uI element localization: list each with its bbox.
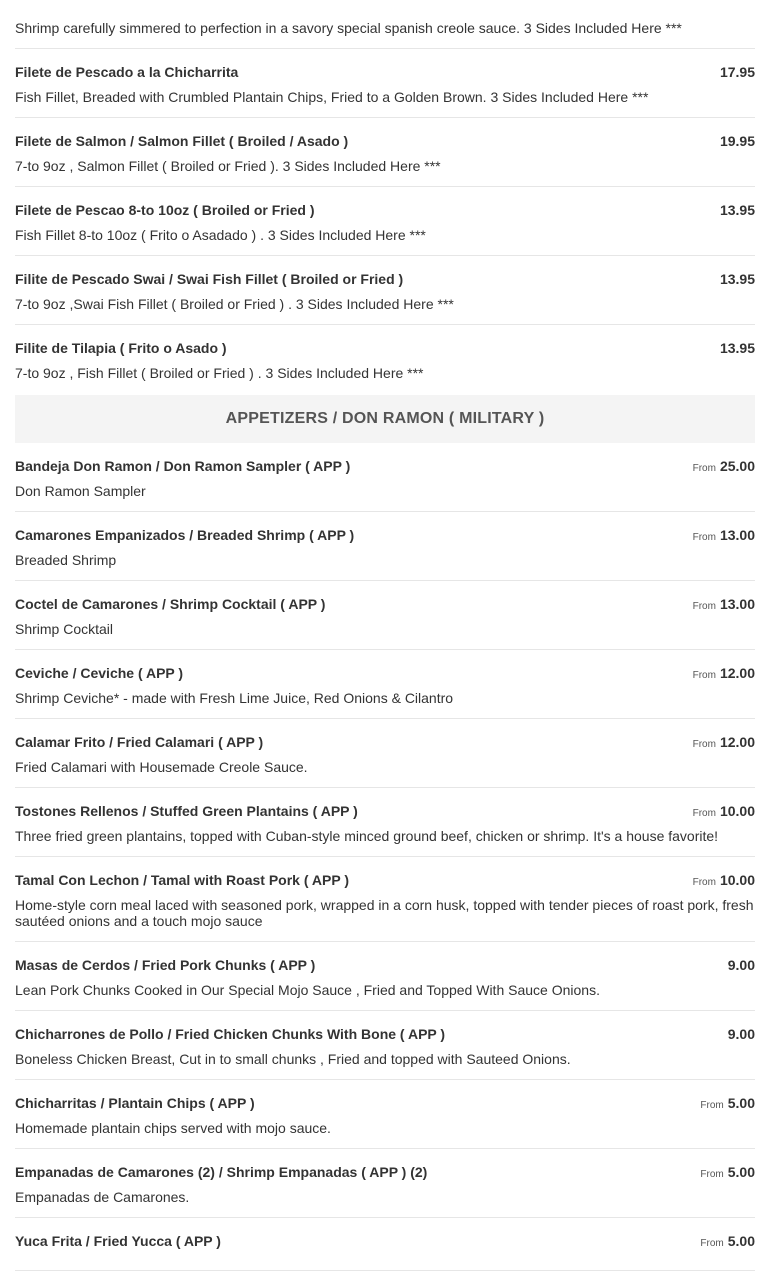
price-from-label: From — [692, 808, 716, 819]
menu-item-header — [15, 63, 755, 84]
menu-item-name: Tamal Con Lechon / Tamal with Roast Pork ( APP ) — [15, 872, 349, 888]
menu-item-description: Don Ramon Sampler — [15, 483, 146, 499]
menu-item-description: Home-style corn meal laced with seasoned pork, wrapped in a corn husk, topped with tender pieces of roast pork, fresh sautéed onions and a touch mojo sauce — [15, 897, 754, 929]
appetizers-list — [15, 443, 755, 1271]
price-from-label: From — [692, 739, 716, 750]
menu-item-header — [15, 664, 755, 685]
menu-item-header — [15, 1163, 755, 1184]
menu-item[interactable] — [15, 49, 755, 118]
menu-item-price: 13.95 — [719, 271, 755, 287]
menu-item[interactable] — [15, 857, 755, 942]
menu-item[interactable] — [15, 1080, 755, 1149]
menu-item[interactable] — [15, 942, 755, 1011]
menu-item[interactable] — [15, 650, 755, 719]
menu-item[interactable] — [15, 118, 755, 187]
menu-item-price-wrap — [716, 201, 755, 222]
menu-item-description: Three fried green plantains, topped with Cuban-style minced ground beef, chicken or shrimp. It's a house favorite! — [15, 828, 719, 844]
menu-item-price: 13.95 — [719, 340, 755, 356]
menu-item-price: 13.00 — [719, 527, 755, 543]
menu-item-price: 10.00 — [719, 803, 755, 819]
menu-item-name: Masas de Cerdos / Fried Pork Chunks ( APP ) — [15, 957, 316, 973]
menu-item[interactable] — [15, 325, 755, 393]
entrees-list — [15, 0, 755, 393]
menu-item-price-wrap — [700, 1163, 755, 1184]
menu-item-header — [15, 1232, 755, 1253]
price-from-label: From — [692, 463, 716, 474]
menu-item-price: 19.95 — [719, 133, 755, 149]
menu-item-name: Calamar Frito / Fried Calamari ( APP ) — [15, 734, 264, 750]
menu-item-header — [15, 339, 755, 360]
menu-item-price: 5.00 — [727, 1095, 755, 1111]
menu-item-description: Homemade plantain chips served with mojo sauce. — [15, 1120, 331, 1136]
menu-item-price-wrap — [716, 339, 755, 360]
menu-item-name: Camarones Empanizados / Breaded Shrimp ( APP ) — [15, 527, 355, 543]
menu-item-price: 9.00 — [727, 957, 755, 973]
menu-item-price-wrap — [693, 595, 755, 616]
menu-item-name: Chicharrones de Pollo / Fried Chicken Chunks With Bone ( APP ) — [15, 1026, 446, 1042]
menu-item-name: Yuca Frita / Fried Yucca ( APP ) — [15, 1233, 221, 1249]
menu-item[interactable] — [15, 256, 755, 325]
menu-item-header — [15, 457, 755, 478]
menu-item-price-wrap — [724, 956, 755, 977]
menu-item-description: 7-to 9oz , Fish Fillet ( Broiled or Fried ) . 3 Sides Included Here *** — [15, 365, 424, 381]
menu-item-description: Breaded Shrimp — [15, 552, 117, 568]
menu-item-name: Filite de Tilapia ( Frito o Asado ) — [15, 340, 227, 356]
menu-item-name: Bandeja Don Ramon / Don Ramon Sampler ( APP ) — [15, 458, 351, 474]
menu-item-price: 5.00 — [727, 1164, 755, 1180]
menu-item-price: 17.95 — [719, 64, 755, 80]
menu-item[interactable] — [15, 719, 755, 788]
menu-item-description: Shrimp Cocktail — [15, 621, 114, 637]
menu-item-price-wrap — [693, 664, 755, 685]
price-from-label: From — [692, 670, 716, 681]
menu-item-price-wrap — [716, 132, 755, 153]
price-from-label: From — [700, 1169, 724, 1180]
menu-item[interactable] — [15, 187, 755, 256]
menu-item[interactable] — [15, 788, 755, 857]
menu-item-price-wrap — [693, 733, 755, 754]
menu-item-header — [15, 956, 755, 977]
menu-item-header — [15, 0, 755, 15]
menu-item-price-wrap — [693, 457, 755, 478]
menu-item-description: Fish Fillet 8-to 10oz ( Frito o Asadado ) . 3 Sides Included Here *** — [15, 227, 426, 243]
menu-item-description: Boneless Chicken Breast, Cut in to small chunks , Fried and topped with Sauteed Onions. — [15, 1051, 571, 1067]
price-from-label: From — [692, 601, 716, 612]
menu-list — [15, 0, 755, 1271]
menu-item[interactable] — [15, 443, 755, 512]
menu-item-price-wrap — [693, 871, 755, 892]
menu-item-price: 13.95 — [719, 202, 755, 218]
menu-item-header — [15, 595, 755, 616]
menu-item-header — [15, 802, 755, 823]
menu-item-price-wrap — [700, 1094, 755, 1115]
menu-item-name: Filete de Pescado a la Chicharrita — [15, 64, 239, 80]
menu-item-price-wrap — [700, 1232, 755, 1253]
menu-item[interactable] — [15, 581, 755, 650]
menu-item-price: 12.00 — [719, 734, 755, 750]
menu-item[interactable] — [15, 1218, 755, 1271]
menu-item-price-wrap — [724, 1025, 755, 1046]
menu-item-name: Coctel de Camarones / Shrimp Cocktail ( APP ) — [15, 596, 326, 612]
price-from-label: From — [692, 877, 716, 888]
menu-item-header — [15, 270, 755, 291]
menu-item-price: 9.00 — [727, 1026, 755, 1042]
menu-item[interactable] — [15, 1149, 755, 1218]
menu-item-description: Fried Calamari with Housemade Creole Sauce. — [15, 759, 308, 775]
menu-item-header — [15, 733, 755, 754]
menu-item-name: Chicharritas / Plantain Chips ( APP ) — [15, 1095, 255, 1111]
menu-item-name: Filete de Pescao 8-to 10oz ( Broiled or Fried ) — [15, 202, 315, 218]
menu-item-description: Fish Fillet, Breaded with Crumbled Plantain Chips, Fried to a Golden Brown. 3 Sides Included Here *** — [15, 89, 649, 105]
price-from-label: From — [700, 1100, 724, 1111]
menu-item-name: Filite de Pescado Swai / Swai Fish Fillet ( Broiled or Fried ) — [15, 271, 404, 287]
menu-item-name: Tostones Rellenos / Stuffed Green Plantains ( APP ) — [15, 803, 358, 819]
menu-item-price-wrap — [716, 270, 755, 291]
menu-item[interactable] — [15, 1011, 755, 1080]
menu-item-description: Lean Pork Chunks Cooked in Our Special Mojo Sauce , Fried and Topped With Sauce Onions. — [15, 982, 600, 998]
menu-item-name: Filete de Salmon / Salmon Fillet ( Broiled / Asado ) — [15, 133, 349, 149]
menu-item-price-wrap — [693, 526, 755, 547]
menu-item-description: 7-to 9oz ,Swai Fish Fillet ( Broiled or Fried ) . 3 Sides Included Here *** — [15, 296, 454, 312]
section-header — [15, 395, 755, 443]
menu-item-price-wrap — [693, 802, 755, 823]
menu-item[interactable] — [15, 512, 755, 581]
menu-item-description: Shrimp Ceviche* - made with Fresh Lime Juice, Red Onions & Cilantro — [15, 690, 454, 706]
menu-item-name: Empanadas de Camarones (2) / Shrimp Empanadas ( APP ) (2) — [15, 1164, 428, 1180]
menu-item-price: 10.00 — [719, 872, 755, 888]
menu-item-header — [15, 871, 755, 892]
menu-item-price-wrap — [751, 0, 755, 15]
menu-item-header — [15, 1025, 755, 1046]
menu-item-header — [15, 132, 755, 153]
price-from-label: From — [692, 532, 716, 543]
menu-item-price-wrap — [716, 63, 755, 84]
menu-item[interactable] — [15, 0, 755, 49]
menu-item-description: Empanadas de Camarones. — [15, 1189, 190, 1205]
menu-item-header — [15, 526, 755, 547]
menu-item-price: 12.00 — [719, 665, 755, 681]
menu-item-price: 13.00 — [719, 596, 755, 612]
price-from-label: From — [700, 1238, 724, 1249]
menu-item-description: Shrimp carefully simmered to perfection in a savory special spanish creole sauce. 3 Sides Included Here *** — [15, 20, 682, 36]
menu-item-header — [15, 1094, 755, 1115]
menu-item-price: 25.00 — [719, 458, 755, 474]
section-title: APPETIZERS / DON RAMON ( MILITARY ) — [225, 410, 545, 427]
menu-item-name: Ceviche / Ceviche ( APP ) — [15, 665, 184, 681]
menu-item-description: 7-to 9oz , Salmon Fillet ( Broiled or Fried ). 3 Sides Included Here *** — [15, 158, 441, 174]
menu-item-header — [15, 201, 755, 222]
menu-item-price: 5.00 — [727, 1233, 755, 1249]
